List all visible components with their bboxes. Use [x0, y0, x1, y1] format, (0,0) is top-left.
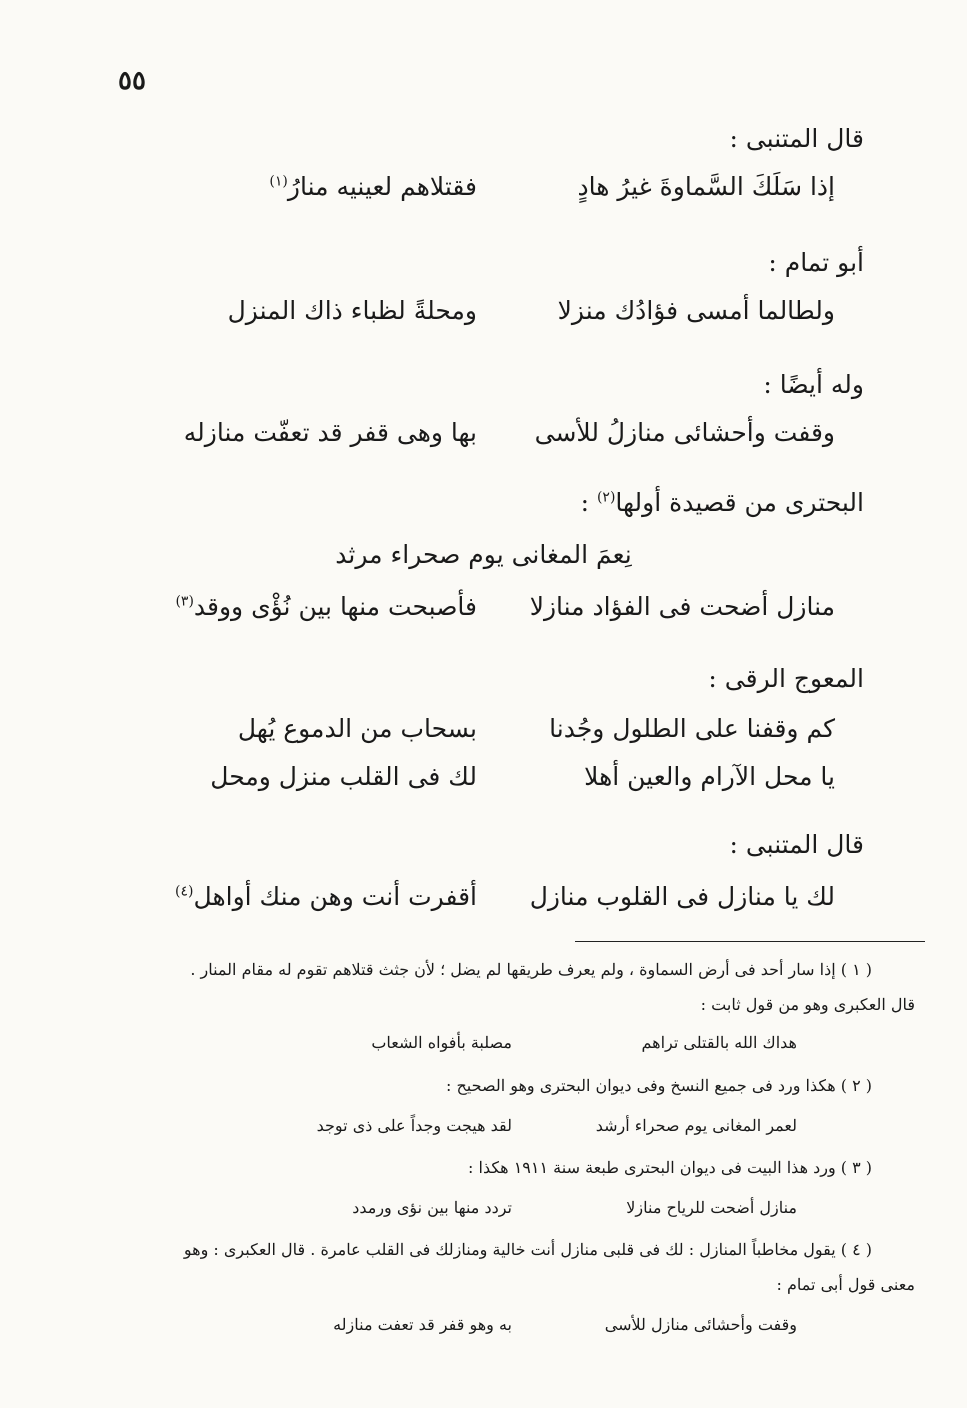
section-heading: البحترى من قصيدة أولها$^{(٢)}$ :	[580, 488, 864, 517]
footnote-ref: (٢)	[596, 489, 616, 506]
verse-first-hemistich: وقفت وأحشائى منازلُ للأسى	[534, 418, 835, 447]
section-heading: قال المتنبى :	[729, 830, 864, 859]
verse-second-hemistich: ومحلةً لظباء ذاك المنزل	[227, 296, 477, 325]
section-heading: وله أيضًا :	[763, 370, 864, 399]
footnote-verse-second: مصلبة بأفواه الشعاب	[371, 1033, 512, 1052]
verse-second-hemistich: فأصبحت منها بين نُؤْى ووقد$^{(٣)}$	[175, 592, 477, 621]
footnote-verse-first: لعمر المغانى يوم صحراء أرشد	[595, 1116, 797, 1135]
footnote-1: ( ١ ) إذا سار أحد فى أرض السماوة ، ولم يعرف طريقها لم يضل ؛ لأن جثث قتلاهم تقوم له مقام المنار .	[190, 960, 872, 979]
section-heading: قال المتنبى :	[729, 124, 864, 153]
verse-second-hemistich: بها وهى قفر قد تعفّت منازله	[183, 418, 477, 447]
opening-hemistich: نِعمَ المغانى يوم صحراء مرثد	[335, 540, 632, 569]
footnote-verse-first: هداك الله بالقتلى تراهم	[641, 1033, 797, 1052]
footnote-4: ( ٤ ) يقول مخاطباً المنازل : لك فى قلبى منازل أنت خالية ومنازلك فى القلب عامرة . قال العكبرى : وهو	[183, 1240, 872, 1259]
footnote-ref: (٣)	[175, 593, 194, 610]
verse-first-hemistich: كم وقفنا على الطلول وجُدنا	[549, 714, 835, 743]
verse-second-hemistich: لك فى القلب منزل ومحل	[210, 762, 477, 791]
footnote-verse-second: تردد منها بين نؤى ورمدد	[352, 1198, 512, 1217]
verse-first-hemistich: إذا سَلَكَ السَّماوةَ غيرُ هادٍ	[577, 172, 835, 201]
verse-first-hemistich: لك يا منازل فى القلوب منازل	[529, 882, 835, 911]
footnote-verse-second: لقد هيجت وجداً على ذى توجد	[316, 1116, 512, 1135]
footnote-verse-first: وقفت وأحشائى منازل للأسى	[604, 1315, 797, 1334]
section-heading: أبو تمام :	[768, 248, 864, 277]
verse-second-hemistich: أقفرت أنت وهن منك أواهل$^{(٤)}$	[175, 882, 477, 911]
section-heading: المعوج الرقى :	[708, 664, 864, 693]
verse-first-hemistich: منازل أضحت فى الفؤاد منازلا	[529, 592, 835, 621]
verse-second-hemistich: فقتلاهم لعينيه منارُ$^{(١)}$	[269, 172, 477, 201]
verse-second-hemistich: بسحاب من الدموع يُهل	[237, 714, 477, 743]
footnote-2: ( ٢ ) هكذا ورد فى جميع النسخ وفى ديوان البحترى وهو الصحيح :	[445, 1076, 872, 1095]
footnote-ref: (٤)	[175, 883, 194, 900]
footnote-separator	[575, 941, 925, 942]
footnote-ref: (١)	[269, 173, 288, 190]
footnote-4-continued: معنى قول أبى تمام :	[776, 1275, 915, 1294]
footnote-3: ( ٣ ) ورد هذا البيت فى ديوان البحترى طبعة سنة ١٩١١ هكذا :	[468, 1158, 872, 1177]
footnote-1-continued: قال العكبرى وهو من قول ثابت :	[700, 995, 915, 1014]
verse-first-hemistich: ولطالما أمسى فؤادُك منزلا	[557, 296, 835, 325]
verse-first-hemistich: يا محل الآرام والعين أهلا	[584, 762, 835, 791]
page-number: ٥٥	[118, 66, 146, 96]
footnote-verse-second: به وهو قفر قد تعفت منازله	[333, 1315, 512, 1334]
footnote-verse-first: منازل أضحت للرياح منازلا	[626, 1198, 797, 1217]
